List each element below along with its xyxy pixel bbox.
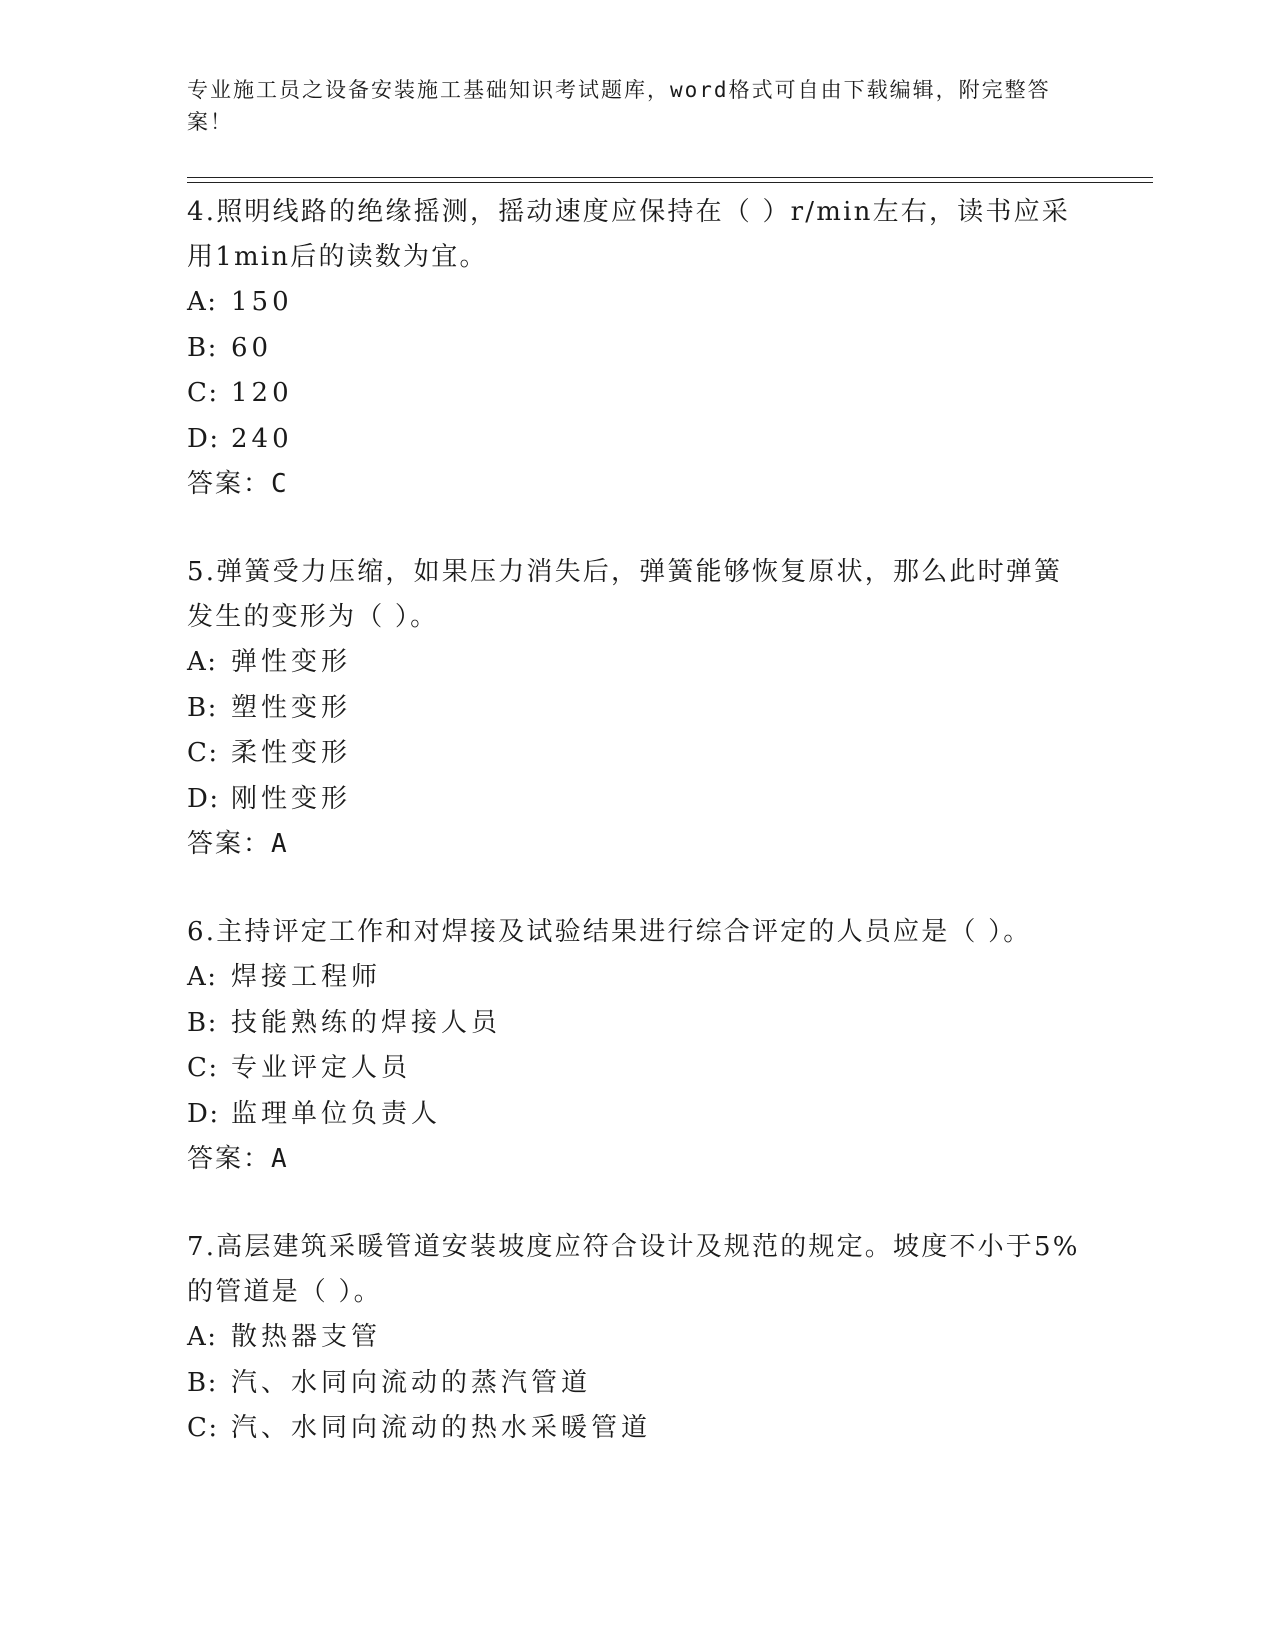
option-text: 散热器支管: [231, 1322, 382, 1352]
option-c: [187, 731, 1087, 777]
header-divider-top: [187, 177, 1153, 178]
answer-line: 答案：A: [187, 829, 289, 859]
option-letter: B:: [187, 692, 218, 723]
option-letter: A:: [187, 287, 218, 317]
option-letter: C:: [187, 378, 219, 408]
option-c: [187, 1046, 1087, 1092]
question-text: 6.主持评定工作和对焊接及试验结果进行综合评定的人员应是（ ）。: [187, 917, 1032, 947]
option-text: 焊接工程师: [231, 962, 382, 992]
option-a: [187, 280, 1087, 326]
option-d: [187, 1092, 1087, 1138]
option-letter: A:: [187, 962, 218, 992]
option-letter: B:: [187, 1007, 218, 1038]
option-text: 弹性变形: [231, 647, 352, 677]
question-text: 4.照明线路的绝缘摇测，摇动速度应保持在（ ）r/min左右，读书应采用1min后的读数为宜。: [187, 197, 1070, 272]
question-4: [187, 190, 1087, 506]
option-a: [187, 1315, 1087, 1361]
option-b: [187, 686, 1087, 732]
question-list: [187, 190, 1087, 1452]
option-text: 120: [231, 378, 293, 408]
option-a: [187, 640, 1087, 686]
question-text: 5.弹簧受力压缩，如果压力消失后，弹簧能够恢复原状，那么此时弹簧发生的变形为（ ）。: [187, 557, 1063, 632]
option-text: 柔性变形: [231, 738, 352, 768]
option-text: 塑性变形: [231, 692, 352, 723]
option-text: 240: [231, 423, 293, 454]
header-divider-bottom: [187, 182, 1153, 183]
option-b: [187, 1361, 1087, 1407]
option-b: [187, 1001, 1087, 1047]
option-letter: B:: [187, 1367, 218, 1398]
option-b: [187, 326, 1087, 372]
option-d: [187, 417, 1087, 463]
option-letter: A:: [187, 647, 218, 677]
option-letter: B:: [187, 332, 218, 363]
question-5: [187, 550, 1087, 866]
question-7: [187, 1225, 1087, 1452]
option-text: 专业评定人员: [231, 1053, 412, 1083]
option-letter: D:: [187, 783, 220, 814]
option-letter: C:: [187, 1413, 219, 1443]
option-text: 刚性变形: [231, 783, 352, 814]
question-text: 7.高层建筑采暖管道安装坡度应符合设计及规范的规定。坡度不小于5%的管道是（ ）。: [187, 1232, 1080, 1307]
option-text: 汽、水同向流动的蒸汽管道: [231, 1367, 592, 1398]
question-6: [187, 910, 1087, 1181]
option-letter: C:: [187, 1053, 219, 1083]
option-d: [187, 777, 1087, 823]
option-text: 技能熟练的焊接人员: [231, 1007, 502, 1038]
option-text: 150: [231, 287, 293, 317]
option-text: 汽、水同向流动的热水采暖管道: [231, 1413, 652, 1443]
option-text: 监理单位负责人: [231, 1098, 442, 1129]
option-letter: A:: [187, 1322, 218, 1352]
option-a: [187, 955, 1087, 1001]
option-c: [187, 1406, 1087, 1452]
option-c: [187, 371, 1087, 417]
option-letter: C:: [187, 738, 219, 768]
option-letter: D:: [187, 423, 220, 454]
option-letter: D:: [187, 1098, 220, 1129]
answer-line: 答案：A: [187, 1144, 289, 1174]
option-text: 60: [231, 332, 273, 363]
answer-line: 答案：C: [187, 469, 289, 499]
document-header-title: 专业施工员之设备安装施工基础知识考试题库，word格式可自由下载编辑，附完整答案！: [187, 78, 1051, 134]
